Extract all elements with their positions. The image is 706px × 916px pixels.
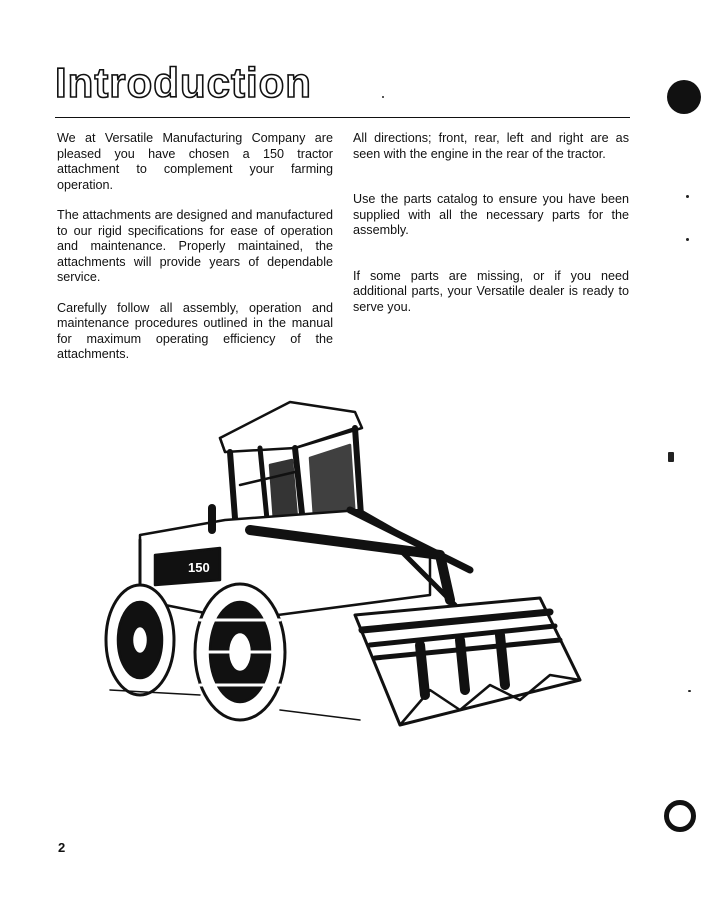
intro-paragraph: We at Versatile Manufacturing Company are pleased you have chosen a 150 tractor attachment to complement your farming operation. (57, 131, 333, 192)
directions-paragraph: All directions; front, rear, left and right are as seen with the engine in the rear of the tractor. (353, 131, 629, 161)
design-paragraph: The attachments are designed and manufactured to our rigid specifications for ease of operation and maintenance. Properly maintained, the attachments will provide years of dependable service. (57, 208, 333, 284)
binder-hole-top (667, 80, 701, 114)
page-title: Introduction (55, 59, 312, 106)
dealer-paragraph: If some parts are missing, or if you need additional parts, your Versatile dealer is ready to serve you. (353, 268, 629, 314)
speck (688, 690, 691, 692)
title-rule (55, 117, 630, 118)
left-column (57, 131, 333, 363)
speck (668, 452, 674, 462)
tractor-decal: 150 (188, 560, 210, 575)
right-column (353, 131, 629, 315)
parts-catalog-paragraph: Use the parts catalog to ensure you have been supplied with all the necessary parts for the assembly. (353, 192, 629, 237)
tractor-loader-illustration (100, 390, 590, 740)
tractor-loader-icon (100, 390, 590, 735)
procedures-paragraph: Carefully follow all assembly, operation and maintenance procedures outlined in the manual for maximum operating efficiency of the attachments. (57, 300, 333, 361)
speck (686, 195, 689, 198)
speck (382, 96, 384, 98)
binder-hole-bottom (664, 800, 696, 832)
speck (686, 238, 689, 241)
page-number: 2 (58, 840, 66, 855)
